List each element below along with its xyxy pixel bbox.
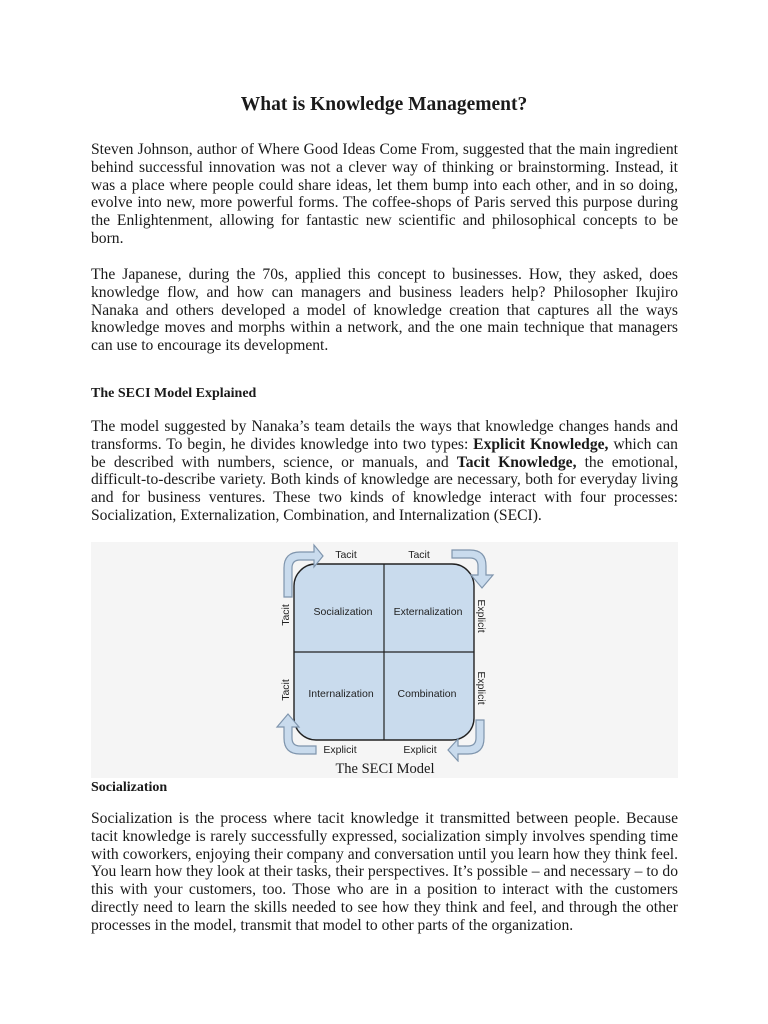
quadrant-combination: Combination bbox=[397, 688, 457, 700]
seci-diagram-svg bbox=[244, 542, 526, 762]
paragraph-seci bbox=[91, 418, 678, 525]
bottom-label-explicit-left: Explicit bbox=[323, 744, 357, 756]
quadrant-internalization: Internalization bbox=[308, 688, 374, 700]
tacit-knowledge-term: Tacit Knowledge, bbox=[456, 453, 577, 471]
seci-text-part3: the emotional, difficult-to-describe variety. Both kinds of knowledge are necessary, both for everyday living and for business ventures. These two kinds of knowledge interact with four processes: Socialization, Externalization, Combination, and Internalization (SECI). bbox=[91, 453, 678, 524]
section-heading-socialization: Socialization bbox=[91, 780, 168, 795]
section-heading-seci: The SECI Model Explained bbox=[91, 386, 257, 401]
page-title: What is Knowledge Management? bbox=[240, 94, 528, 115]
right-label-explicit-top: Explicit bbox=[475, 599, 487, 633]
figure-caption: The SECI Model bbox=[335, 761, 435, 777]
paragraph-socialization: Socialization is the process where tacit knowledge it transmitted between people. Because tacit knowledge is rarely successfully expressed, socialization simply involves spending time with coworkers, enjoying their company and conversation until you learn how they think feel. You learn how they look at their tasks, their perspectives. It’s possible – and necessary – to do this with your customers, too. Those who are in a position to interact with the customers directly need to learn the skills needed to see how they think and feel, and through the other processes in the model, transmit that model to other parts of the organization. bbox=[91, 810, 678, 934]
left-label-tacit-top: Tacit bbox=[280, 604, 292, 626]
bottom-label-explicit-right: Explicit bbox=[403, 744, 437, 756]
top-label-tacit-left: Tacit bbox=[335, 549, 357, 561]
top-label-tacit-right: Tacit bbox=[408, 549, 430, 561]
left-label-tacit-bottom: Tacit bbox=[280, 679, 292, 701]
explicit-knowledge-term: Explicit Knowledge, bbox=[473, 435, 609, 453]
quadrant-socialization: Socialization bbox=[313, 606, 373, 618]
right-label-explicit-bottom: Explicit bbox=[475, 671, 487, 705]
seci-text-part1: The model suggested by Nanaka’s team details the ways that knowledge changes hands and transforms. To begin, he divides knowledge into two types: bbox=[91, 418, 678, 453]
seci-text-part2: which can be described with numbers, science, or manuals, and bbox=[91, 435, 678, 471]
paragraph-intro: Steven Johnson, author of Where Good Ideas Come From, suggested that the main ingredient behind successful innovation was not a clever way of thinking or brainstorming. Instead, it was a place where people could share ideas, let them bump into each other, and in so doing, evolve into new, more powerful forms. The coffee-shops of Paris served this purpose during the Enlightenment, allowing for fantastic new scientific and philosophical concepts to be born. bbox=[91, 141, 678, 247]
paragraph-japanese: The Japanese, during the 70s, applied this concept to businesses. How, they asked, does knowledge flow, and how can managers and business leaders help? Philosopher Ikujiro Nanaka and others developed a model of knowledge creation that captures all the ways knowledge moves and morphs within a network, and the one main technique that managers can use to encourage its development. bbox=[91, 266, 678, 355]
seci-diagram bbox=[244, 542, 526, 762]
quadrant-externalization: Externalization bbox=[393, 606, 463, 618]
